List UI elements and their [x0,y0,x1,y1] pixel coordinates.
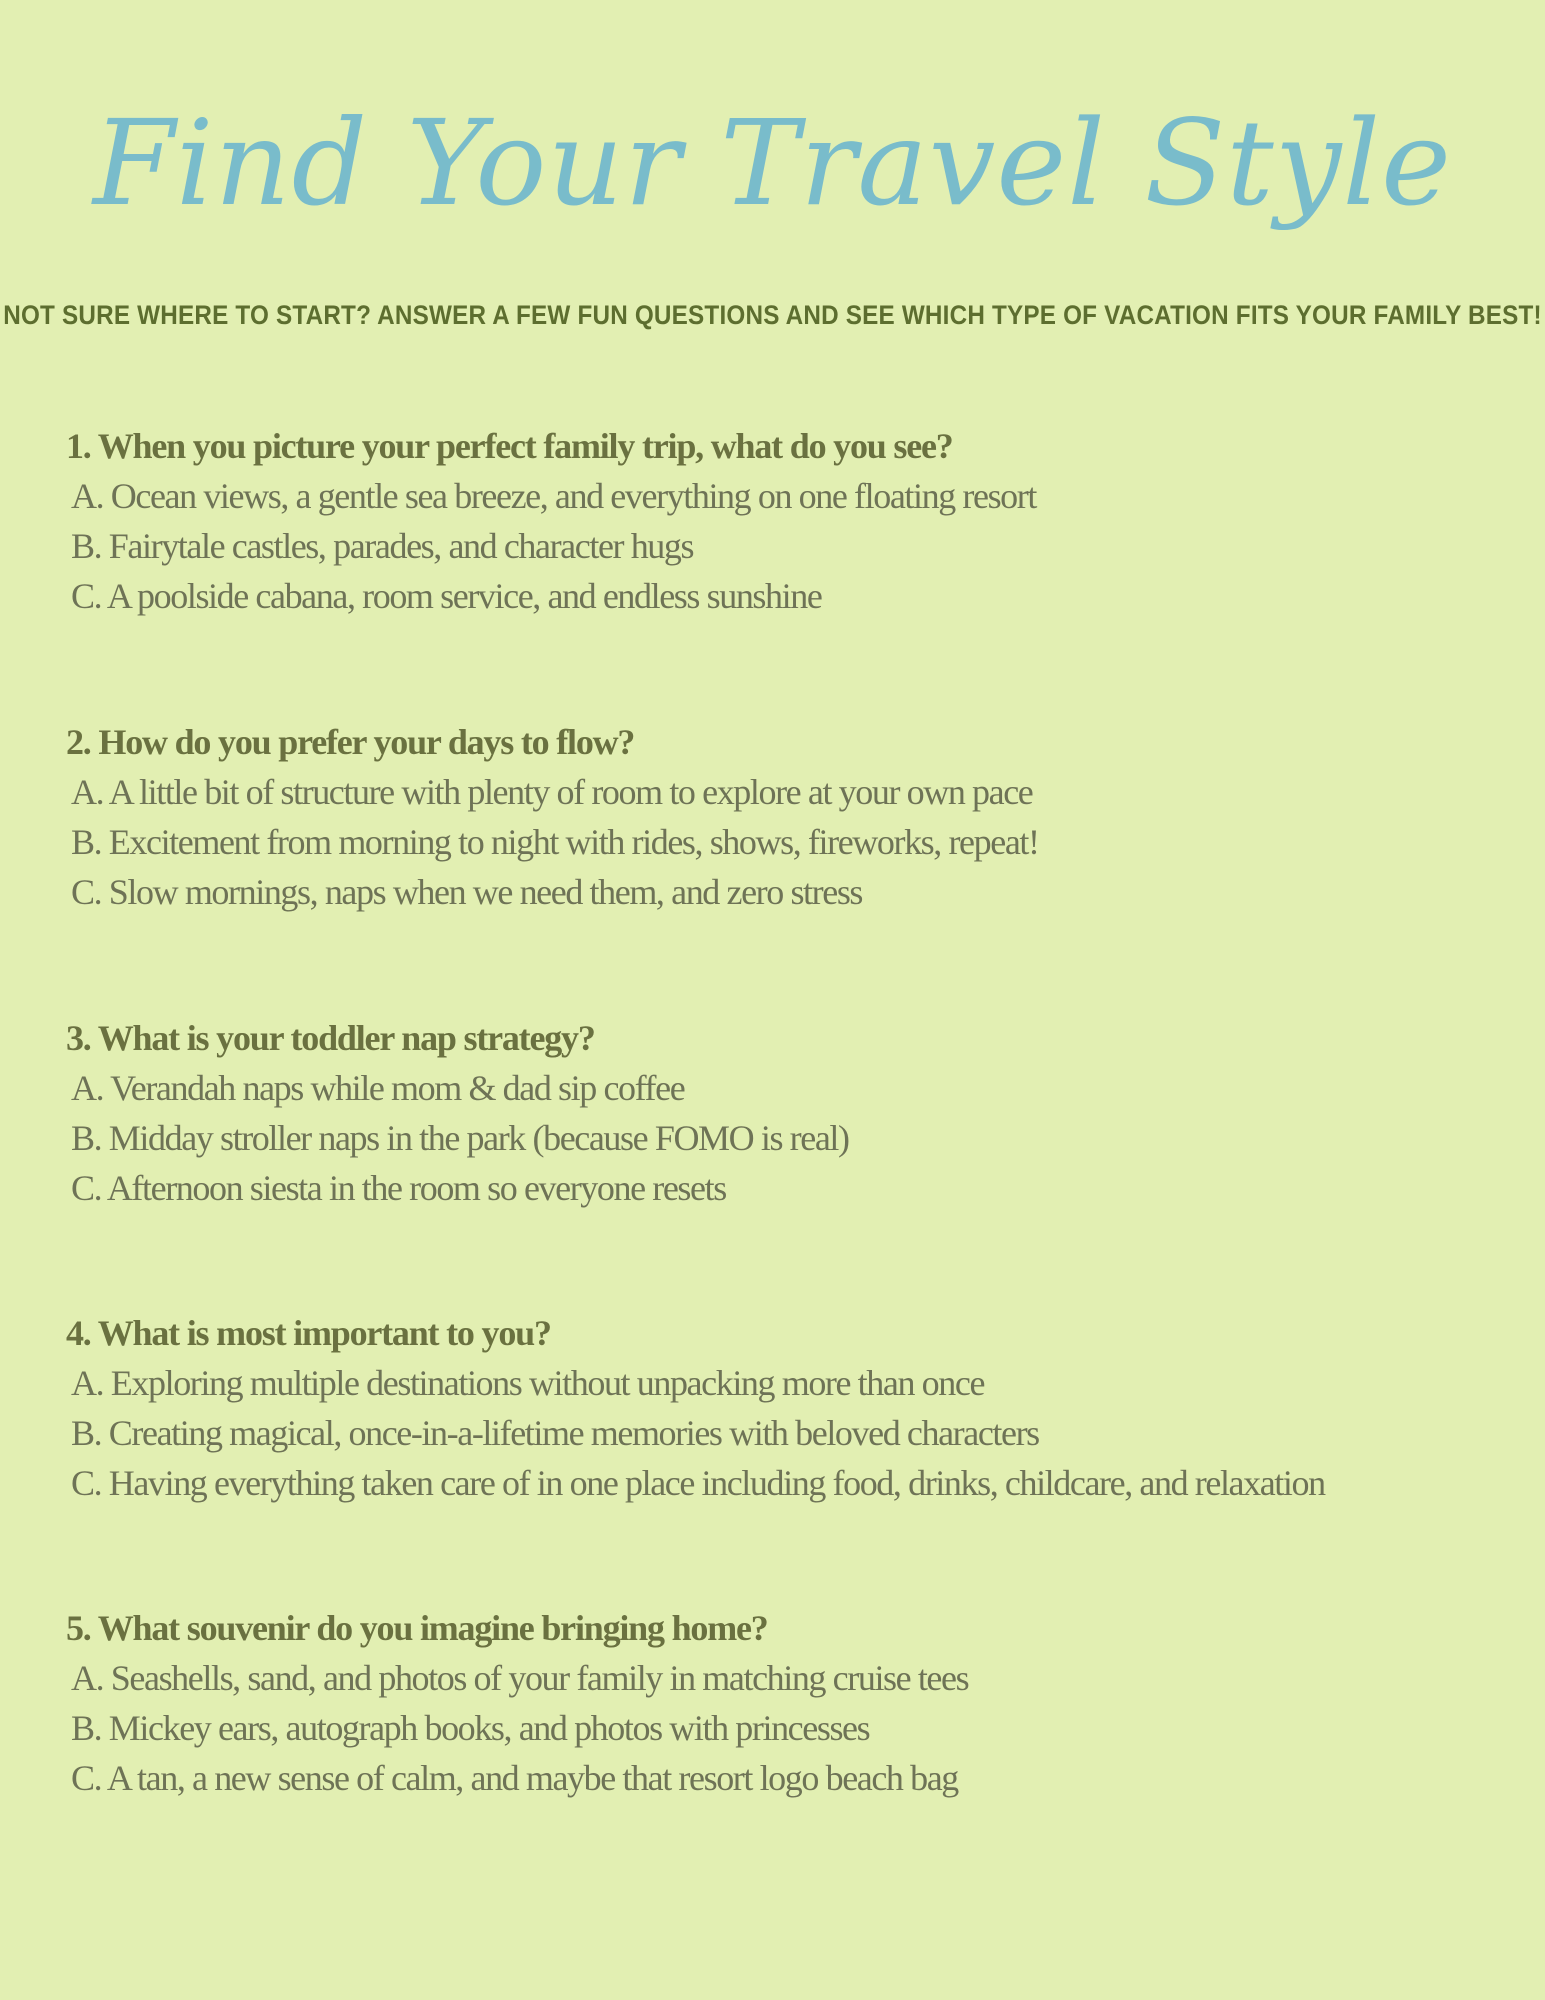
page-subtitle: NOT SURE WHERE TO START? ANSWER A FEW FUN QUESTIONS AND SEE WHICH TYPE OF VACATION FITS YOUR FAMILY BEST! [3,300,1542,331]
question-text: 4. What is most important to you? [66,1313,551,1353]
answer-option-c: C. Having everything taken care of in one place including food, drinks, childcare, and relaxation [71,1463,1325,1503]
answer-option-c: C. Slow mornings, naps when we need them, and zero stress [71,872,863,912]
question-block-1 [66,421,1486,621]
question-block-3 [66,1013,1486,1213]
answer-option-b: B. Fairytale castles, parades, and character hugs [71,526,694,566]
question-block-2 [66,717,1486,917]
question-text: 2. How do you prefer your days to flow? [66,722,635,762]
question-block-5 [66,1603,1486,1803]
answer-option-a: A. Ocean views, a gentle sea breeze, and everything on one floating resort [71,476,1036,516]
answer-option-a: A. Exploring multiple destinations without unpacking more than once [71,1363,985,1403]
answer-option-b: B. Excitement from morning to night with rides, shows, fireworks, repeat! [71,822,1039,862]
question-text: 5. What souvenir do you imagine bringing home? [66,1608,768,1648]
question-text: 3. What is your toddler nap strategy? [66,1018,595,1058]
answer-option-a: A. A little bit of structure with plenty of room to explore at your own pace [71,772,1033,812]
answer-option-a: A. Verandah naps while mom & dad sip coffee [71,1068,685,1108]
page-title: Find Your Travel Style [93,94,1452,232]
answer-option-c: C. A poolside cabana, room service, and endless sunshine [71,576,822,616]
answer-option-b: B. Creating magical, once-in-a-lifetime memories with beloved characters [71,1413,1039,1453]
answer-option-b: B. Midday stroller naps in the park (because FOMO is real) [71,1118,849,1158]
answer-option-c: C. A tan, a new sense of calm, and maybe that resort logo beach bag [71,1758,958,1798]
answer-option-c: C. Afternoon siesta in the room so everyone resets [71,1168,726,1208]
question-block-4 [66,1308,1486,1508]
answer-option-a: A. Seashells, sand, and photos of your family in matching cruise tees [71,1658,969,1698]
answer-option-b: B. Mickey ears, autograph books, and photos with princesses [71,1708,870,1748]
question-text: 1. When you picture your perfect family trip, what do you see? [66,426,953,466]
